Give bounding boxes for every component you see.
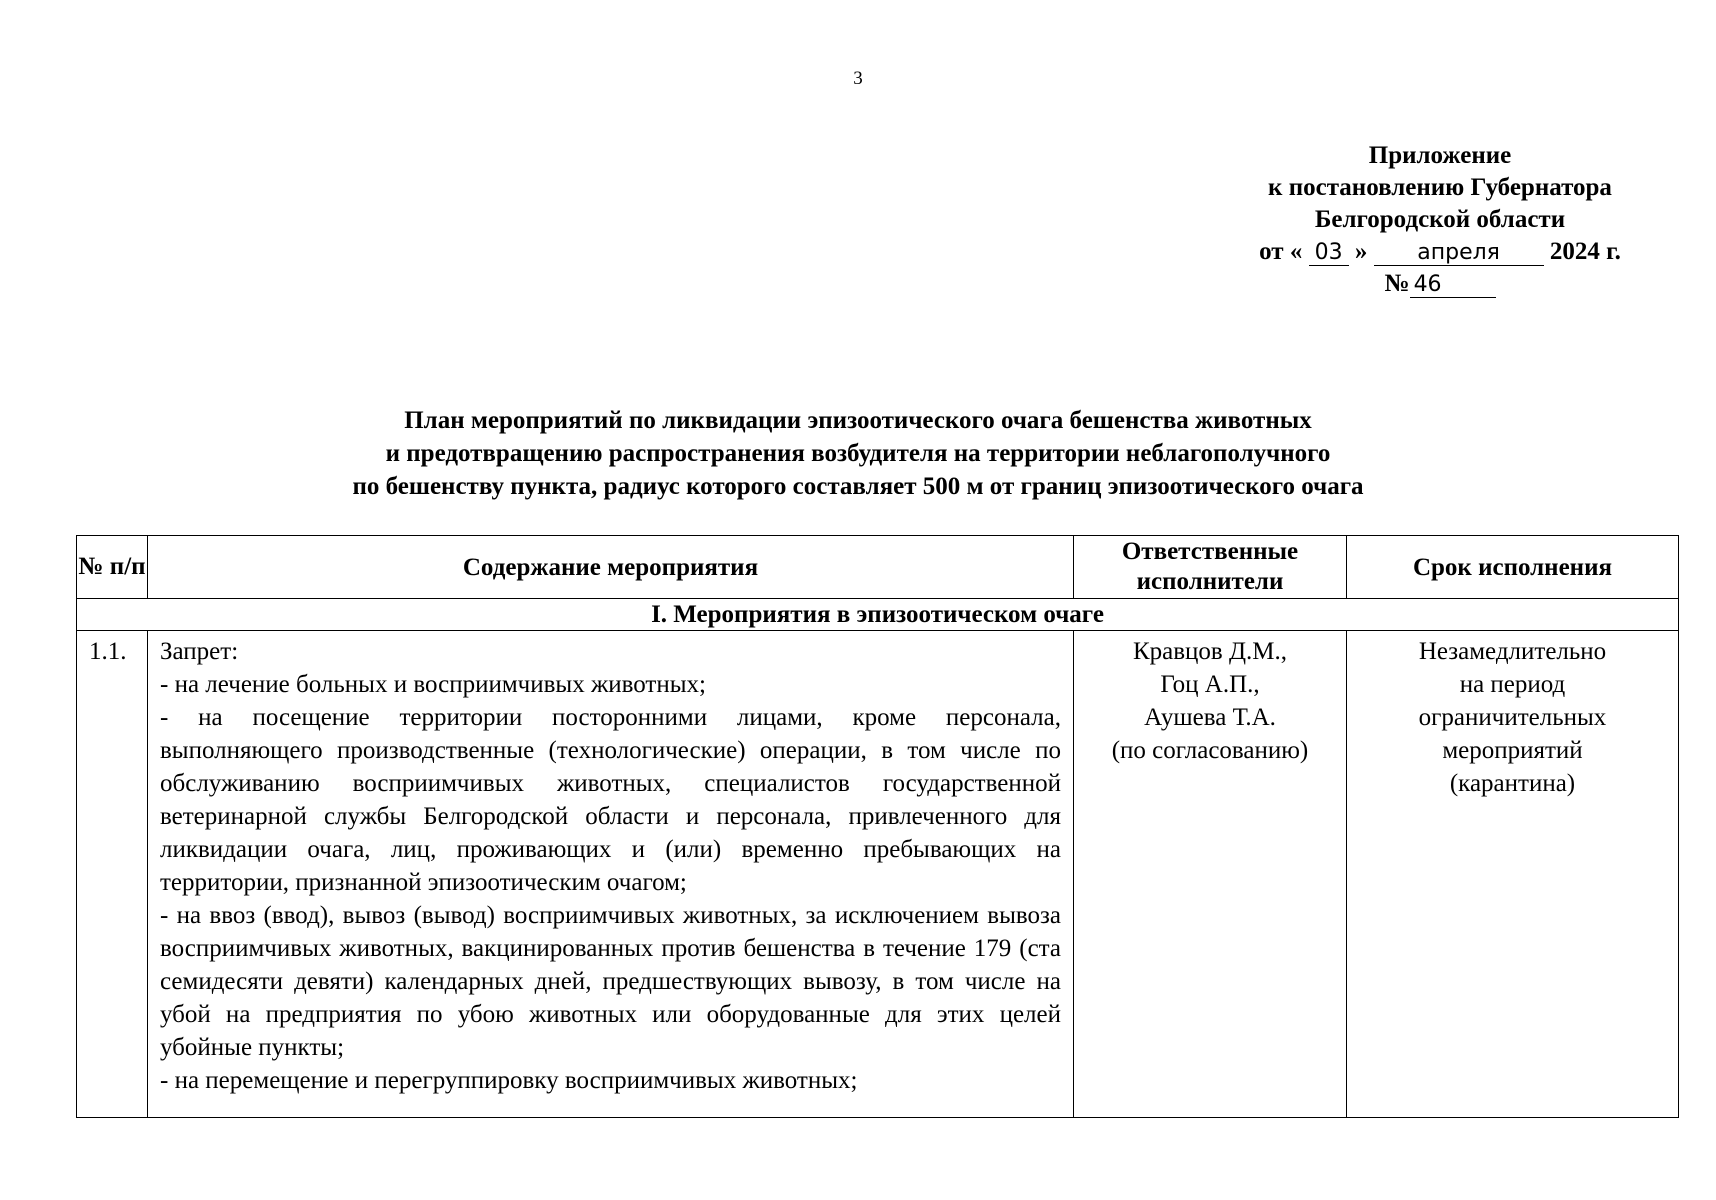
plan-title-line-1: План мероприятий по ликвидации эпизоотического очага бешенства животных bbox=[404, 407, 1312, 434]
appendix-title: Приложение bbox=[1368, 142, 1512, 169]
term-line: (карантина) bbox=[1449, 770, 1576, 797]
row-content bbox=[148, 631, 1074, 1118]
number-prefix: № bbox=[1384, 270, 1410, 297]
header-term: Срок исполнения bbox=[1347, 536, 1679, 599]
page-number: 3 bbox=[853, 68, 863, 89]
content-paragraph: - на ввоз (ввод), вывоз (вывод) восприимчивых животных, за исключением вывоза восприимчивых животных, вакцинированных против бешенства в течение 179 (ста семидесяти девяти) календарных дней, предшествующих вывозу, в том числе на убой на предприятия по убою животных или оборудованные для этих целей убойные пункты; bbox=[160, 902, 1061, 1061]
term-line: ограничительных bbox=[1418, 704, 1607, 731]
row-number: 1.1. bbox=[77, 631, 148, 1118]
plan-title-line-2: и предотвращению распространения возбудителя на территории неблагополучного bbox=[385, 440, 1331, 467]
responsible-line: (по согласованию) bbox=[1111, 737, 1309, 764]
date-prefix: от « bbox=[1259, 238, 1303, 265]
appendix-number-line bbox=[1230, 268, 1650, 300]
row-responsible bbox=[1074, 631, 1347, 1118]
header-responsible: Ответственные исполнители bbox=[1074, 536, 1347, 599]
content-paragraph: Запрет: bbox=[160, 638, 239, 665]
responsible-line: Гоц А.П., bbox=[1160, 671, 1260, 698]
plan-title bbox=[200, 404, 1516, 503]
term-line: мероприятий bbox=[1442, 737, 1583, 764]
date-month: апреля bbox=[1374, 241, 1544, 266]
section-row bbox=[77, 599, 1679, 631]
term-line: на период bbox=[1459, 671, 1566, 698]
plan-title-line-3: по бешенству пункта, радиус которого составляет 500 м от границ эпизоотического очага bbox=[352, 473, 1364, 500]
number-value: 46 bbox=[1410, 273, 1496, 298]
row-term bbox=[1347, 631, 1679, 1118]
appendix-header bbox=[1230, 140, 1650, 300]
header-num: № п/п bbox=[77, 536, 148, 599]
section-title: I. Мероприятия в эпизоотическом очаге bbox=[77, 599, 1679, 631]
responsible-line: Аушева Т.А. bbox=[1144, 704, 1276, 731]
appendix-line-3: Белгородской области bbox=[1314, 206, 1566, 233]
date-quote-close: » bbox=[1354, 238, 1368, 265]
plan-table bbox=[76, 535, 1679, 1118]
content-paragraph: - на посещение территории посторонними лицами, кроме персонала, выполняющего производственные (технологические) операции, в том числе по обслуживанию восприимчивых животных, специалистов государственной ветеринарной службы Белгородской области и персонала, привлеченного для ликвидации очага, лиц, проживающих и (или) временно пребывающих на территории, признанной эпизоотическим очагом; bbox=[160, 704, 1061, 896]
term-line: Незамедлительно bbox=[1418, 638, 1607, 665]
table-row bbox=[77, 631, 1679, 1118]
header-content: Содержание мероприятия bbox=[148, 536, 1074, 599]
date-year: 2024 г. bbox=[1549, 238, 1621, 265]
appendix-line-2: к постановлению Губернатора bbox=[1268, 174, 1612, 201]
appendix-date-line bbox=[1230, 236, 1650, 268]
content-paragraph: - на перемещение и перегруппировку восприимчивых животных; bbox=[160, 1067, 858, 1094]
date-day: 03 bbox=[1309, 241, 1349, 266]
table-header-row bbox=[77, 536, 1679, 599]
responsible-line: Кравцов Д.М., bbox=[1132, 638, 1288, 665]
content-paragraph: - на лечение больных и восприимчивых животных; bbox=[160, 671, 706, 698]
